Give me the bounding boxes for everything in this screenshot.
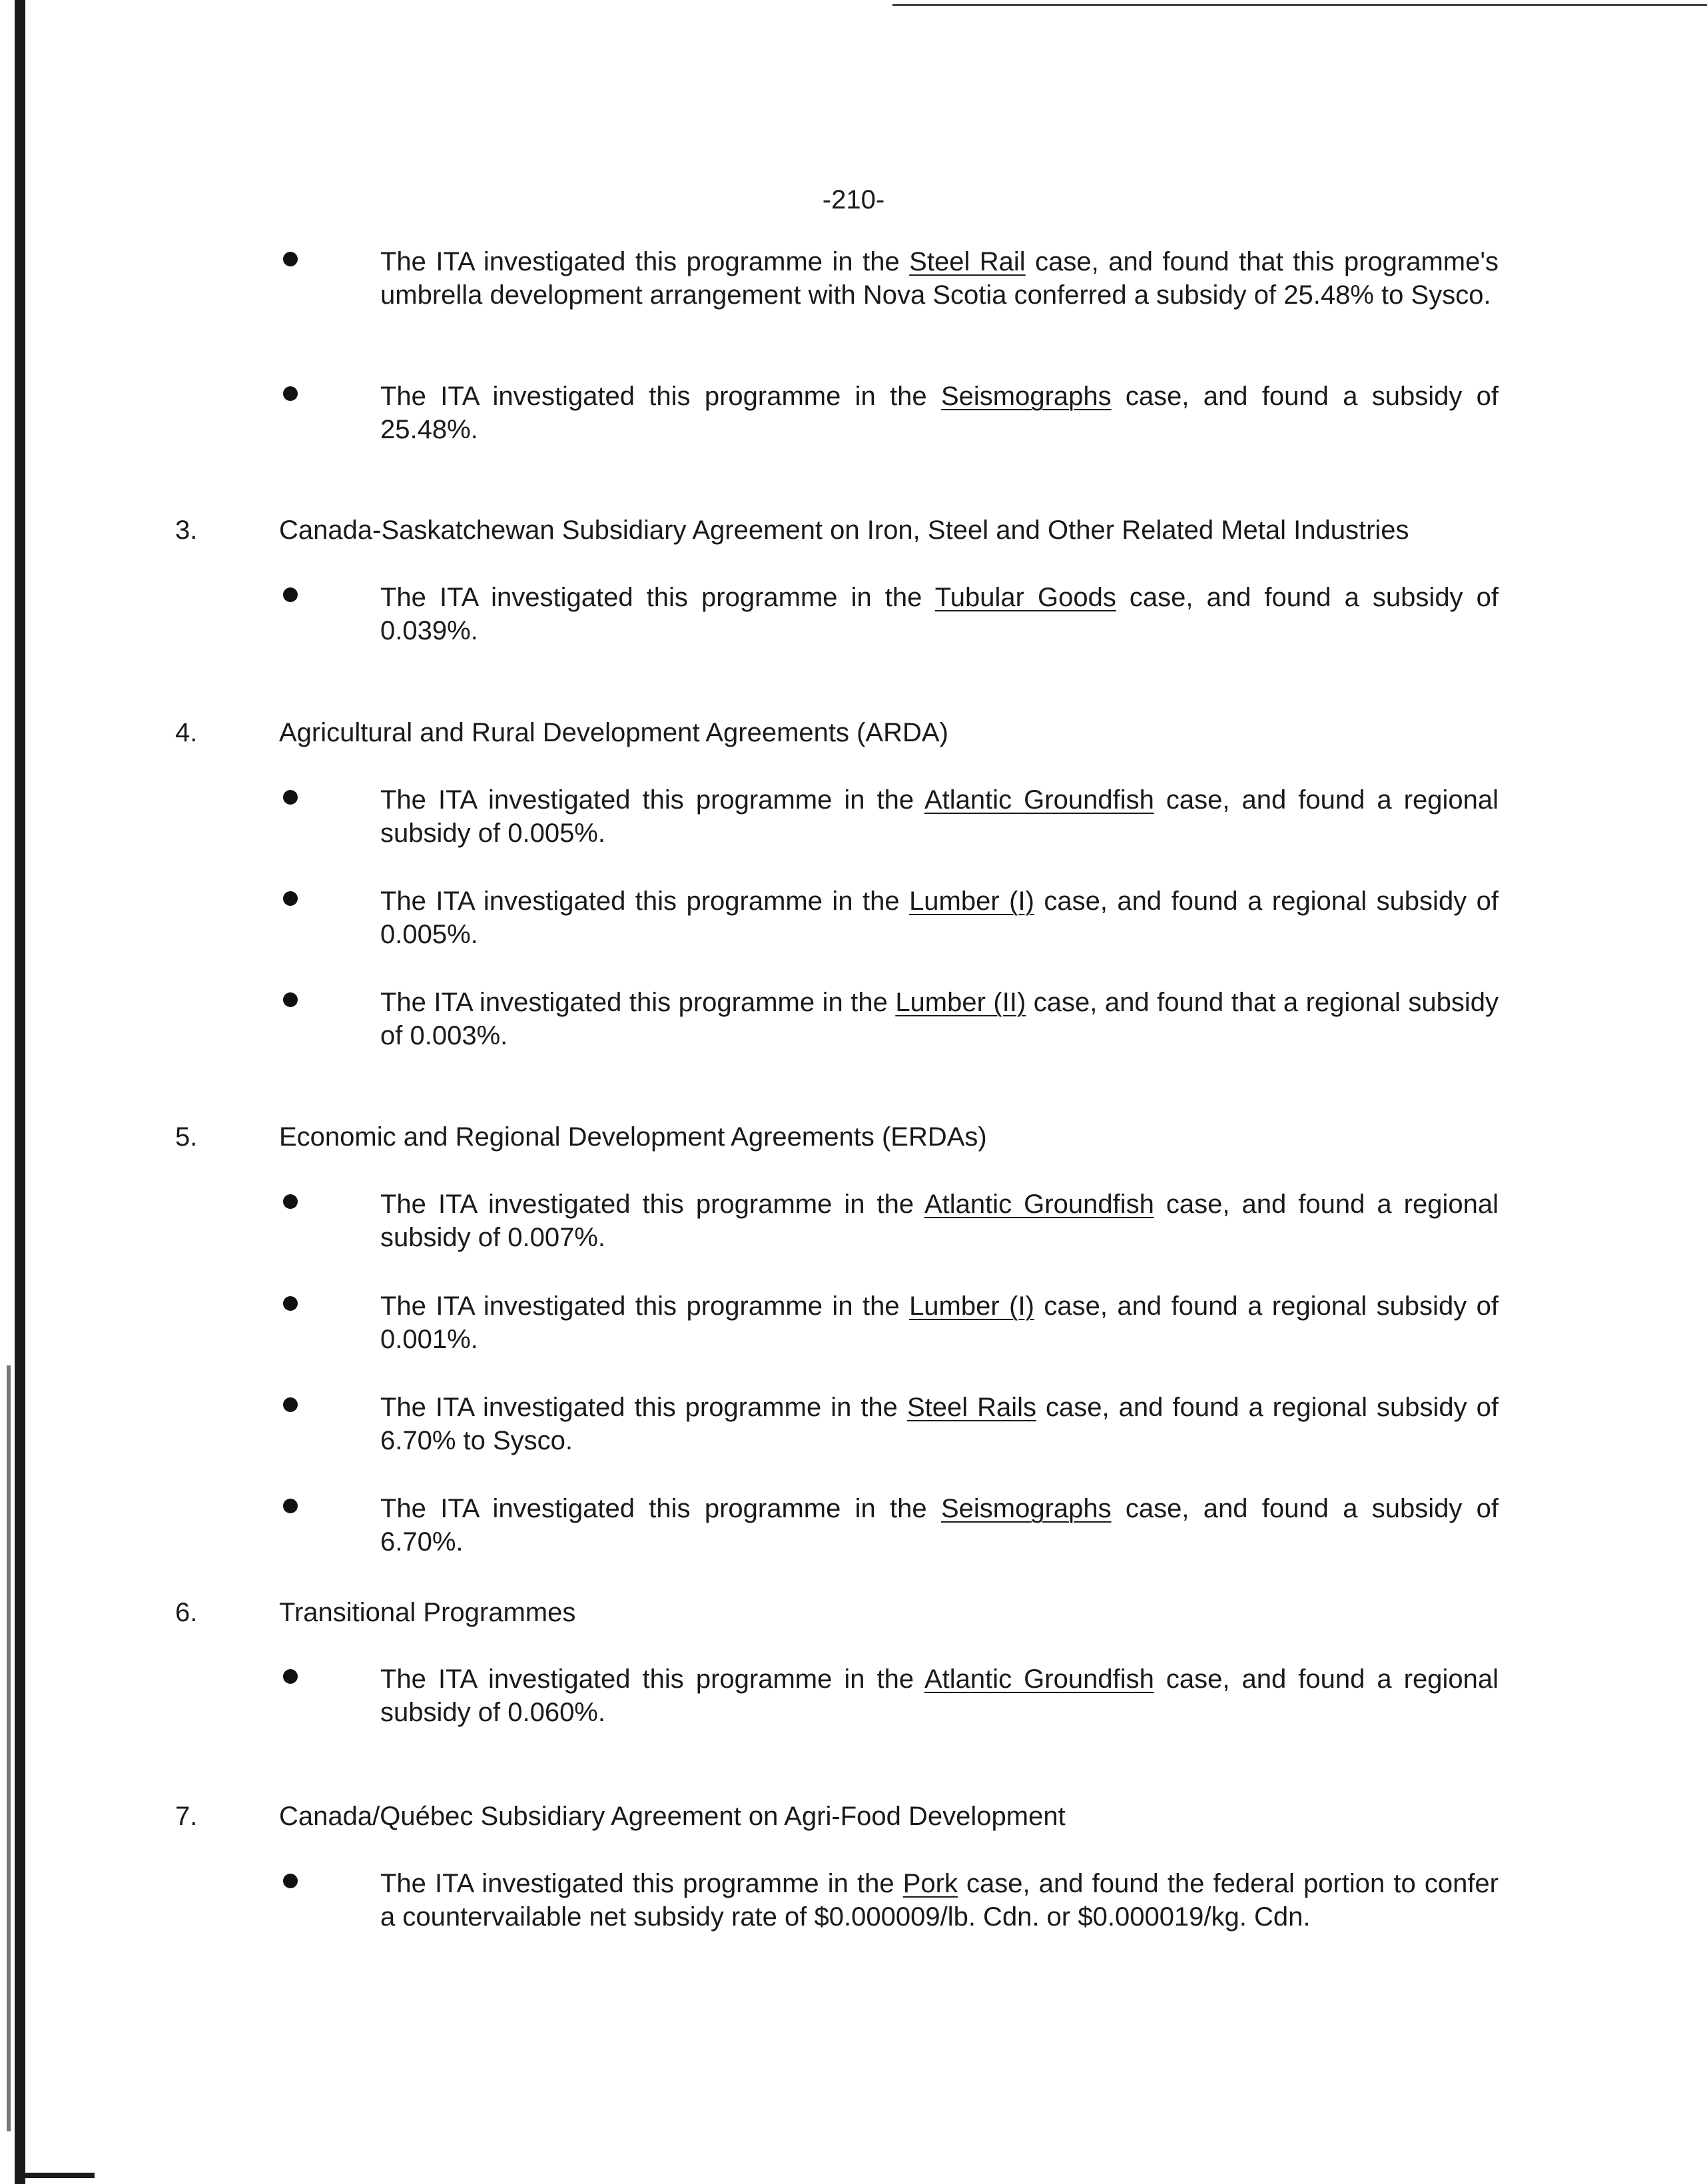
case-name: Pork [902, 1869, 958, 1898]
bullet-icon [283, 1397, 298, 1412]
case-name: Atlantic Groundfish [924, 1190, 1154, 1219]
section-number: 3. [175, 516, 198, 545]
scan-top-rule [892, 4, 1707, 6]
bullet-icon [283, 1296, 298, 1311]
section-5-bullet-4: The ITA investigated this programme in the Seismographs case, and found a subsidy of 6.70%. [380, 1494, 1499, 1557]
section-4-bullet-1: The ITA investigated this programme in the Atlantic Groundfish case, and found a regional subsidy of 0.005%. [380, 785, 1499, 848]
bullet-icon [283, 386, 298, 401]
section-5-bullet-1: The ITA investigated this programme in the Atlantic Groundfish case, and found a regional subsidy of 0.007%. [380, 1190, 1499, 1252]
section-number: 7. [175, 1802, 198, 1831]
section-5-bullet-3: The ITA investigated this programme in the Steel Rails case, and found a regional subsidy of 6.70% to Sysco. [380, 1393, 1499, 1455]
case-name: Atlantic Groundfish [924, 1664, 1154, 1694]
section-4-bullet-3: The ITA investigated this programme in the Lumber (II) case, and found that a regional subsidy of 0.003%. [380, 988, 1499, 1050]
bullet-icon [283, 1194, 298, 1209]
section-3-bullet-1: The ITA investigated this programme in the Tubular Goods case, and found a subsidy of 0.039%. [380, 583, 1499, 645]
section-title: Canada/Québec Subsidiary Agreement on Agri-Food Development [279, 1802, 1066, 1831]
scan-corner-mark [15, 2173, 95, 2178]
bullet-icon [283, 1874, 298, 1888]
case-name: Atlantic Groundfish [924, 785, 1154, 815]
case-name: Seismographs [940, 382, 1112, 411]
bullet-icon [283, 891, 298, 906]
bullet-icon [283, 587, 298, 602]
bullet-icon [283, 1499, 298, 1513]
bullet-icon [283, 992, 298, 1007]
section-6-bullet-1: The ITA investigated this programme in the Atlantic Groundfish case, and found a regional subsidy of 0.060%. [380, 1664, 1499, 1727]
case-name: Lumber (II) [895, 988, 1026, 1017]
case-name: Lumber (I) [909, 1291, 1034, 1321]
case-name: Tubular Goods [934, 583, 1116, 612]
page-number: -210- [822, 185, 885, 214]
section-title: Transitional Programmes [279, 1598, 576, 1627]
bullet-icon [283, 252, 298, 266]
scan-edge-shadow [15, 0, 25, 2184]
scan-edge-noise [7, 1365, 11, 2131]
bullet-icon [283, 1669, 298, 1684]
intro-bullet-2: The ITA investigated this programme in the Seismographs case, and found a subsidy of 25.48%. [380, 382, 1499, 444]
section-5-bullet-2: The ITA investigated this programme in the Lumber (I) case, and found a regional subsidy of 0.001%. [380, 1291, 1499, 1354]
section-title: Economic and Regional Development Agreements (ERDAs) [279, 1122, 987, 1152]
section-number: 6. [175, 1598, 198, 1627]
section-title: Canada-Saskatchewan Subsidiary Agreement on Iron, Steel and Other Related Metal Industries [279, 516, 1409, 545]
intro-bullet-1: The ITA investigated this programme in the Steel Rail case, and found that this programme's umbrella development arrangement with Nova Scotia conferred a subsidy of 25.48% to Sysco. [380, 247, 1499, 310]
section-title: Agricultural and Rural Development Agreements (ARDA) [279, 718, 948, 747]
bullet-icon [283, 790, 298, 805]
case-name: Lumber (I) [909, 887, 1034, 916]
section-4-bullet-2: The ITA investigated this programme in the Lumber (I) case, and found a regional subsidy of 0.005%. [380, 887, 1499, 949]
section-7-bullet-1: The ITA investigated this programme in the Pork case, and found the federal portion to confer a countervailable net subsidy rate of $0.000009/lb. Cdn. or $0.000019/kg. Cdn. [380, 1869, 1499, 1932]
case-name: Steel Rail [909, 247, 1026, 276]
case-name: Seismographs [940, 1494, 1112, 1523]
case-name: Steel Rails [906, 1393, 1037, 1422]
section-number: 4. [175, 718, 198, 747]
section-number: 5. [175, 1122, 198, 1152]
